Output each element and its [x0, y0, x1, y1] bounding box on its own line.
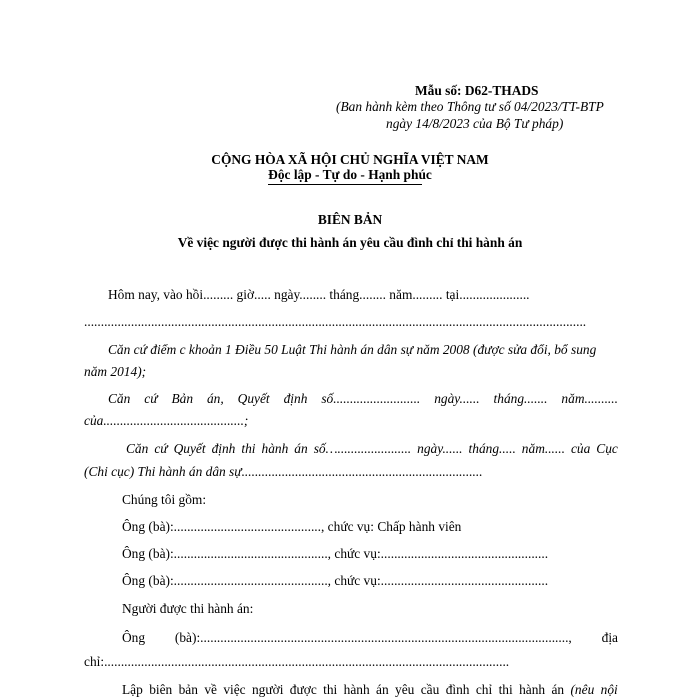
we-include-label: Chúng tôi gồm:: [122, 492, 207, 507]
motto-underline: [268, 184, 422, 185]
legal-basis-3-line-1: Căn cứ Quyết định thi hành án số…...................... ngày...... tháng..... năm...... của Cục: [126, 441, 618, 456]
legal-basis-1-line-1: Căn cứ điểm c khoản 1 Điều 50 Luật Thi hành án dân sự năm 2008 (được sửa đổi, bổ sung: [108, 342, 597, 357]
member-2: Ông (bà):.............................................., chức vụ:..................................................: [122, 546, 549, 561]
beneficiary-line-1: Ông (bà):.............................................................................................................., địa: [122, 630, 618, 645]
intro-line-1: Hôm nay, vào hồi......... giờ..... ngày........ tháng........ năm......... tại.....................: [108, 287, 530, 302]
issued-by-line2: ngày 14/8/2023 của Bộ Tư pháp): [386, 116, 564, 131]
document-title: BIÊN BẢN: [317, 212, 383, 227]
legal-basis-2-line-2: của..........................................;: [84, 413, 249, 428]
issued-by-line1: (Ban hành kèm theo Thông tư số 04/2023/TT-BTP: [336, 99, 604, 114]
national-motto: Độc lập - Tự do - Hạnh phúc: [268, 167, 432, 182]
document-subtitle: Về việc người được thi hành án yêu cầu đình chỉ thi hành án: [177, 235, 523, 250]
legal-basis-2-line-1: Căn cứ Bản án, Quyết định số.......................... ngày...... tháng....... năm..........: [108, 391, 618, 406]
record-statement-line: Lập biên bản về việc người được thi hành án yêu cầu đình chỉ thi hành án (nêu nội: [122, 682, 618, 697]
legal-basis-3-line-2: (Chi cục) Thi hành án dân sự........................................................................: [84, 464, 483, 479]
beneficiary-label: Người được thi hành án:: [122, 601, 254, 616]
member-1: Ông (bà):............................................, chức vụ: Chấp hành viên: [122, 519, 462, 534]
intro-line-2: ......................................................................................................................................................: [84, 314, 587, 329]
form-number: Mẫu số: D62-THADS: [415, 83, 539, 98]
country-name: CỘNG HÒA XÃ HỘI CHỦ NGHĨA VIỆT NAM: [211, 152, 489, 167]
legal-basis-1-line-2: năm 2014);: [84, 364, 147, 379]
beneficiary-line-2: chỉ:.........................................................................................................................: [84, 654, 510, 669]
member-3: Ông (bà):.............................................., chức vụ:..................................................: [122, 573, 549, 588]
